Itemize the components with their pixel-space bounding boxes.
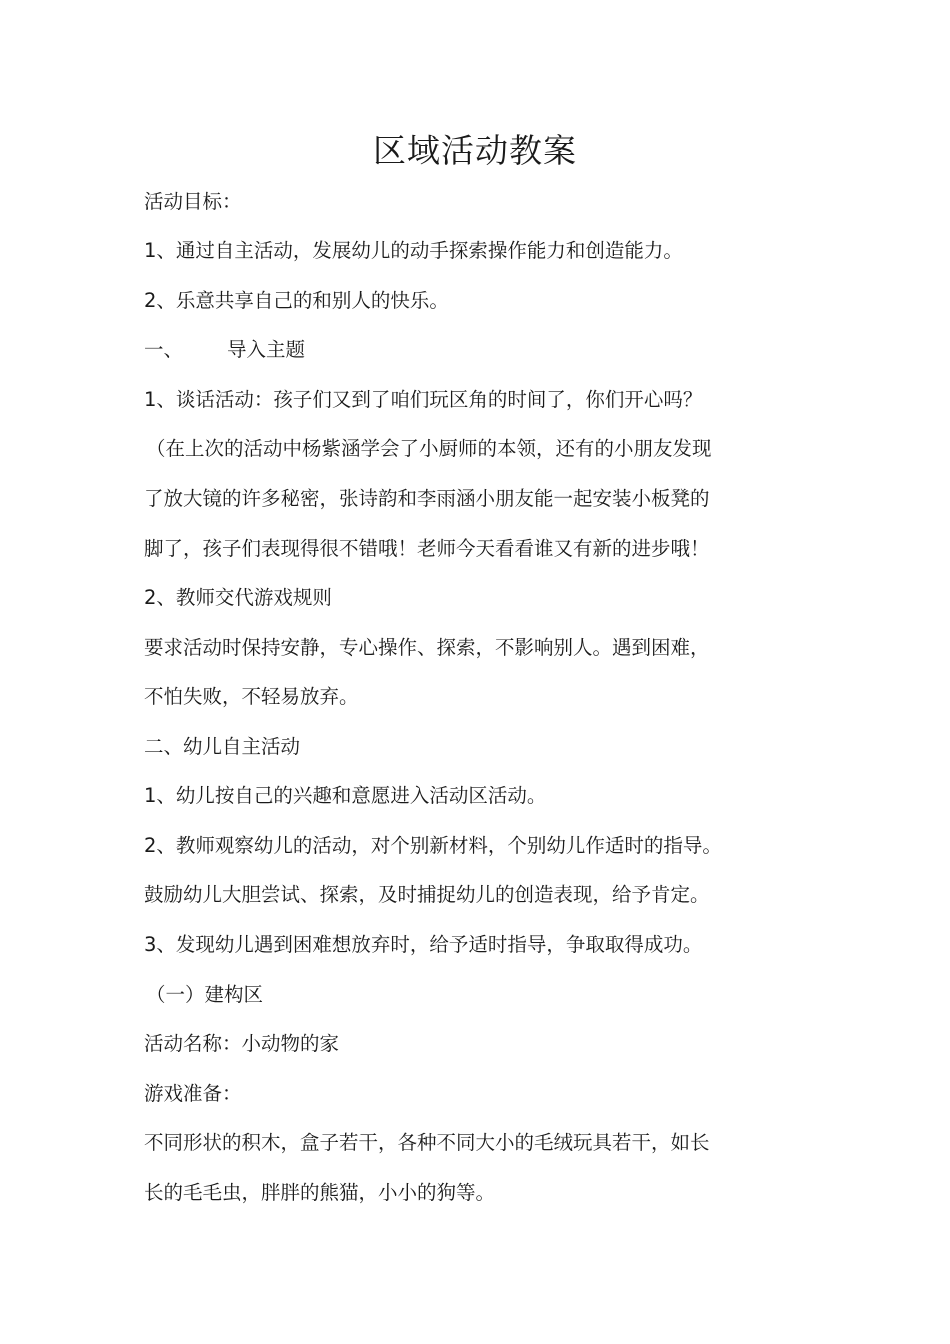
paragraph-line: 了放大镜的许多秘密，张诗韵和李雨涵小朋友能一起安装小板凳的 — [144, 487, 710, 510]
paragraph-line: 要求活动时保持安静，专心操作、探索，不影响别人。遇到困难， — [144, 636, 710, 659]
paragraph-line: 1、谈话活动：孩子们又到了咱们玩区角的时间了，你们开心吗？ — [144, 388, 703, 411]
paragraph-line: 鼓励幼儿大胆尝试、探索，及时捕捉幼儿的创造表现，给予肯定。 — [144, 883, 710, 906]
document-title: 区域活动教案 — [373, 131, 577, 170]
paragraph-line: 3、发现幼儿遇到困难想放弃时，给予适时指导，争取取得成功。 — [144, 933, 703, 956]
paragraph-line: 不怕失败，不轻易放弃。 — [144, 685, 359, 708]
subsection-heading: （一）建构区 — [146, 983, 264, 1006]
paragraph-line: 不同形状的积木，盒子若干，各种不同大小的毛绒玩具若干，如长 — [144, 1131, 710, 1154]
paragraph-line: （在上次的活动中杨紫涵学会了小厨师的本领，还有的小朋友发现 — [146, 437, 712, 460]
paragraph-line: 2、教师观察幼儿的活动，对个别新材料，个别幼儿作适时的指导。 — [144, 834, 722, 857]
section-title-1: 导入主题 — [227, 338, 306, 361]
goal-item-2: 2、乐意共享自己的和别人的快乐。 — [144, 289, 449, 312]
goal-item-1: 1、通过自主活动，发展幼儿的动手探索操作能力和创造能力。 — [144, 239, 683, 262]
paragraph-line: 1、幼儿按自己的兴趣和意愿进入活动区活动。 — [144, 784, 547, 807]
paragraph-line: 游戏准备： — [144, 1082, 242, 1105]
heading-activity-goals: 活动目标： — [144, 190, 242, 213]
paragraph-line: 活动名称：小动物的家 — [144, 1032, 340, 1055]
paragraph-line: 2、教师交代游戏规则 — [144, 586, 332, 609]
paragraph-line: 脚了，孩子们表现得很不错哦！老师今天看看谁又有新的进步哦！ — [144, 537, 710, 560]
section-number-1: 一、 — [144, 338, 184, 361]
section-heading-1 — [144, 335, 305, 365]
section-heading-2: 二、幼儿自主活动 — [144, 735, 301, 758]
paragraph-line: 长的毛毛虫，胖胖的熊猫，小小的狗等。 — [144, 1181, 496, 1204]
